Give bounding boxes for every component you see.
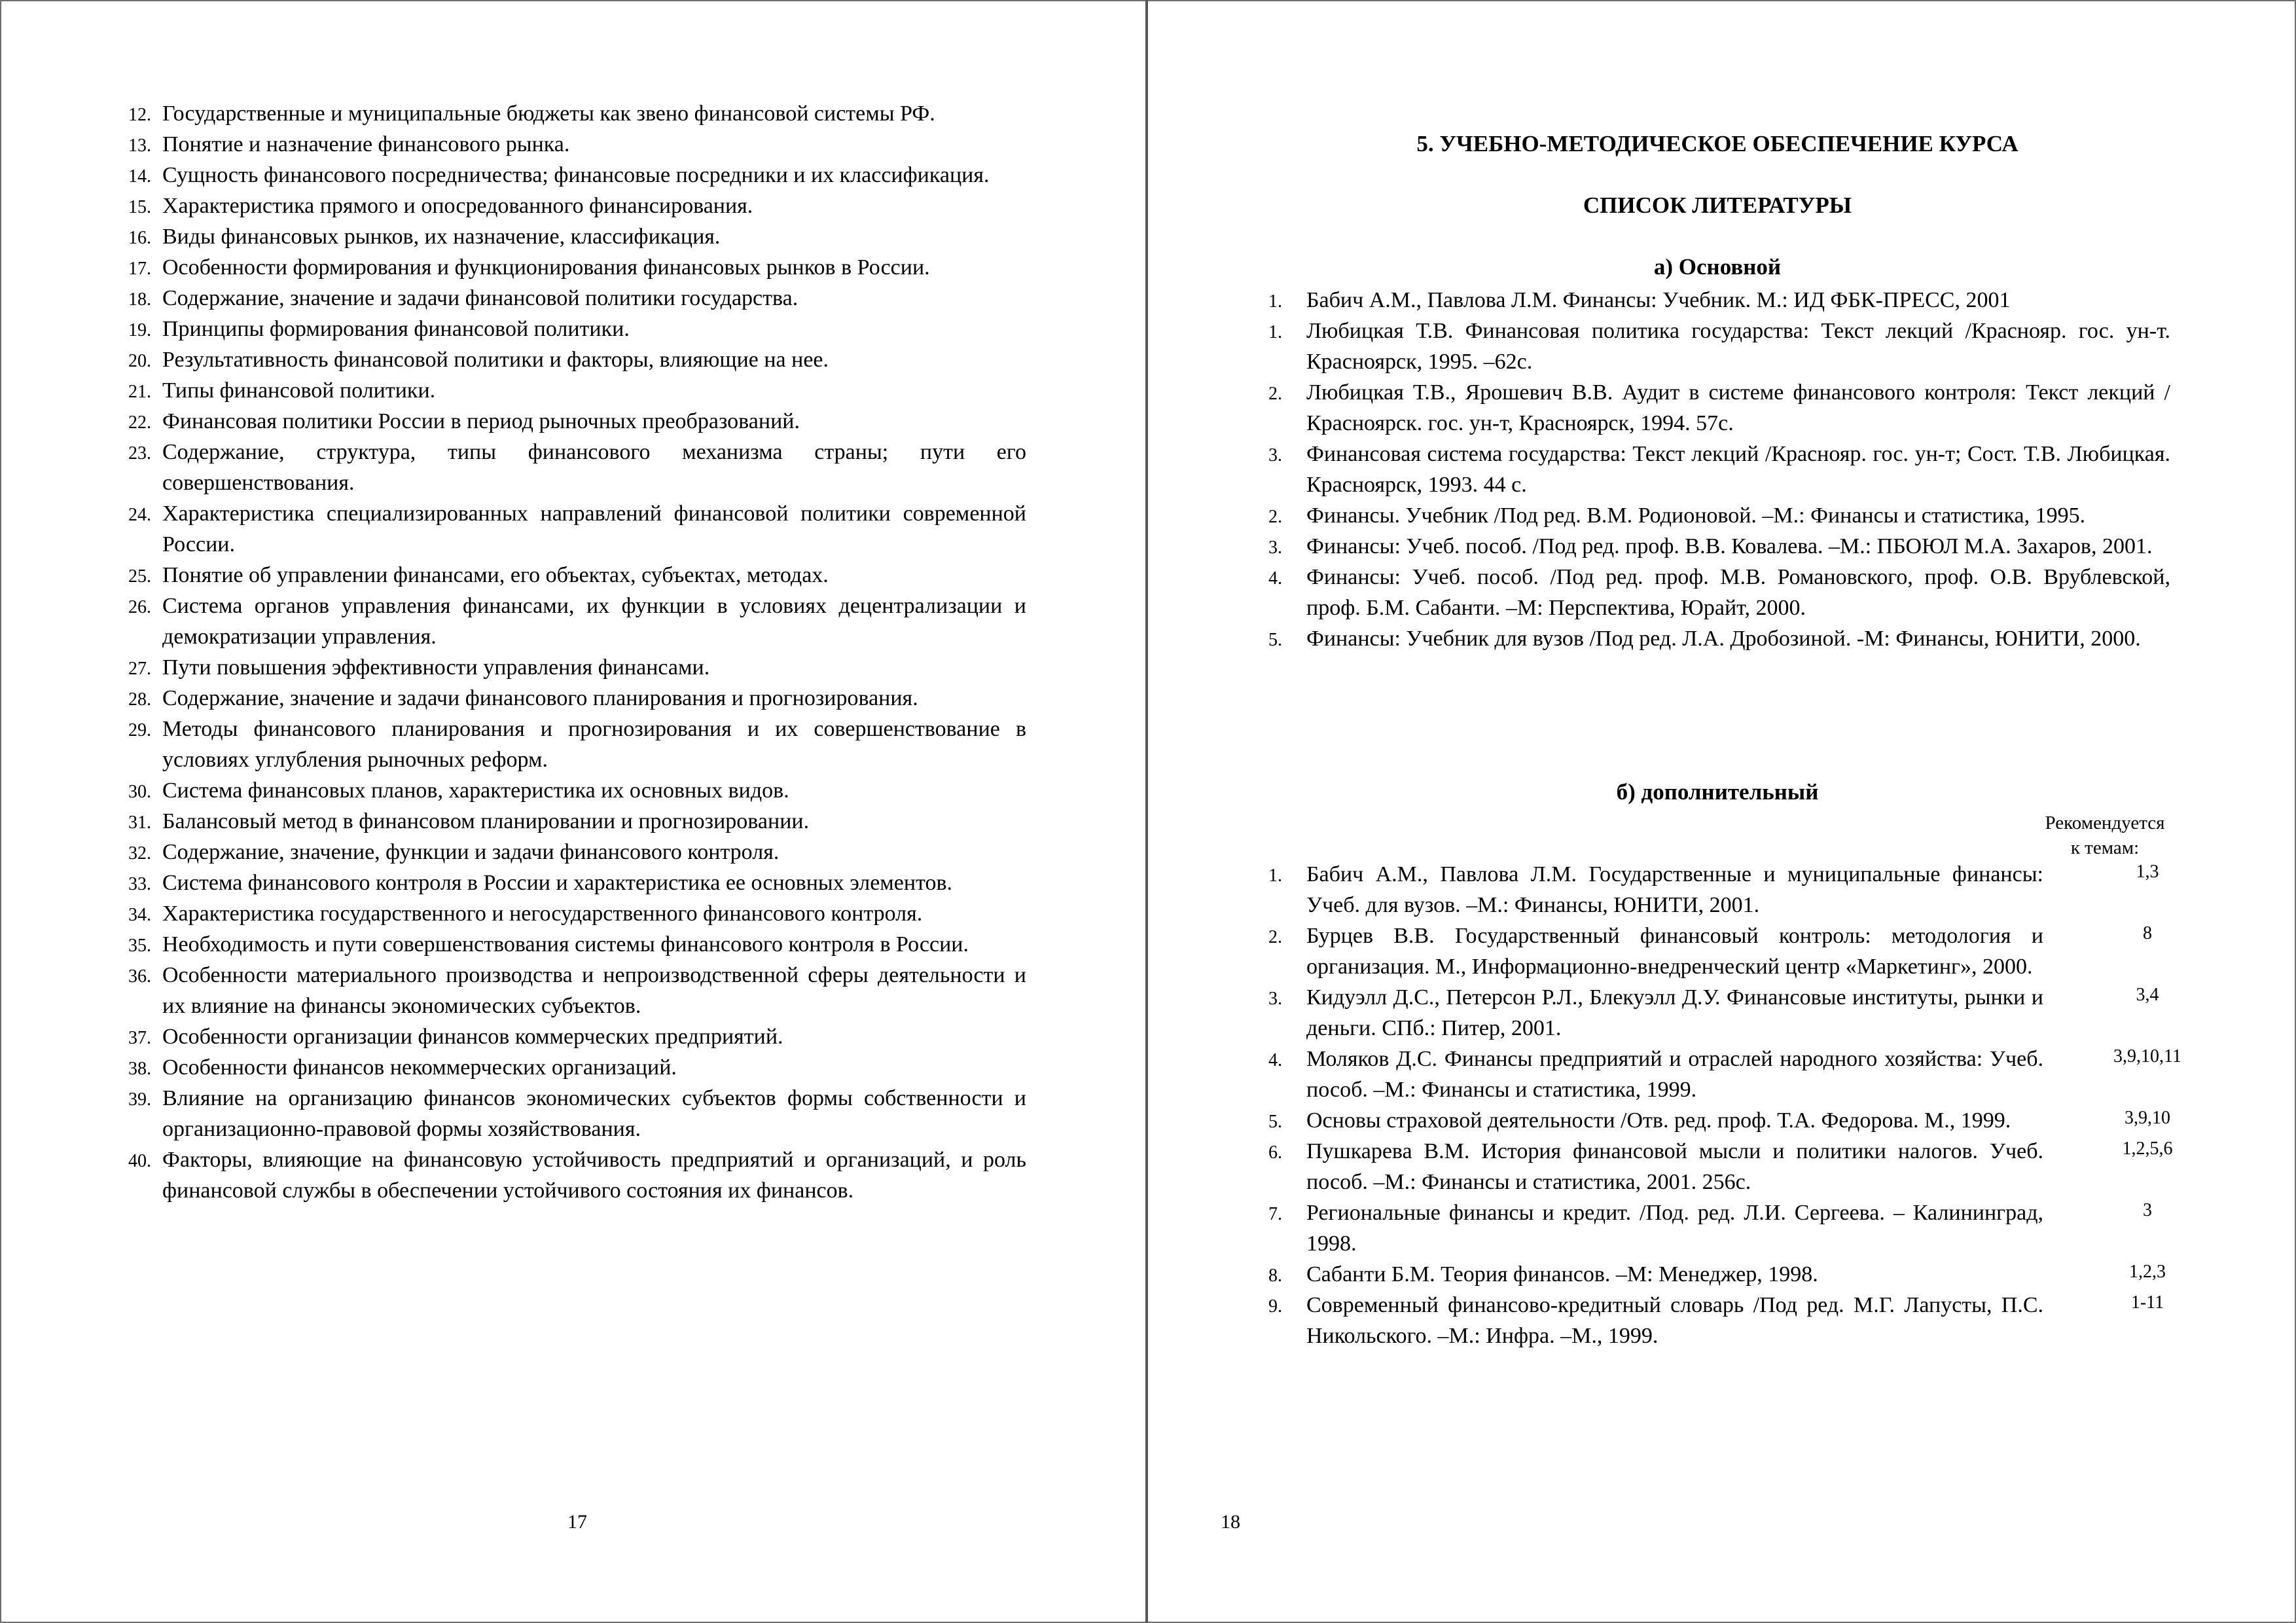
item-number: 2. — [1268, 507, 1282, 527]
item-number: 3. — [1268, 989, 1282, 1009]
list-item — [128, 652, 1026, 683]
list-item — [128, 683, 1026, 714]
recommended-topics: 3,9,10 — [2125, 1108, 2170, 1128]
item-number: 1. — [1268, 866, 1282, 886]
recommended-topics: 3,9,10,11 — [2113, 1046, 2181, 1067]
list-item — [128, 591, 1026, 652]
item-number: 1. — [1268, 291, 1282, 312]
item-text: Результативность финансовой политики и факторы, влияющие на нее. — [162, 348, 829, 372]
page-number-left: 17 — [567, 1511, 587, 1533]
list-item — [1265, 316, 2170, 377]
item-number: 31. — [128, 812, 151, 833]
list-item — [1265, 623, 2170, 654]
item-text: Финансы: Учеб. пособ. /Под ред. проф. В.В. Ковалева. –М.: ПБОЮЛ М.А. Захаров, 2001. — [1306, 534, 2153, 558]
additional-literature-heading: б) дополнительный — [1616, 779, 1819, 805]
list-item — [1265, 859, 2233, 921]
recommended-topics: 1-11 — [2130, 1292, 2164, 1313]
item-number: 28. — [128, 689, 151, 710]
list-item — [128, 929, 1026, 960]
list-item — [128, 1083, 1026, 1144]
list-item — [128, 1052, 1026, 1083]
item-text: Характеристика прямого и опосредованного финансирования. — [162, 194, 753, 218]
recommended-topics: 8 — [2143, 923, 2152, 943]
item-number: 24. — [128, 505, 151, 525]
item-text: Бабич А.М., Павлова Л.М. Финансы: Учебник. М.: ИД ФБК-ПРЕСС, 2001 — [1306, 288, 2011, 312]
item-text: Сущность финансового посредничества; финансовые посредники и их классификация. — [162, 163, 990, 187]
list-item — [128, 191, 1026, 221]
item-text: Любицкая Т.В. Финансовая политика государства: Текст лекций /Краснояр. гос. ун-т. Красноярск, 1995. –62с. — [1306, 319, 2170, 374]
list-item — [1265, 531, 2170, 562]
recommended-topics: 3,4 — [2136, 985, 2159, 1005]
list-item — [128, 437, 1026, 498]
item-number: 7. — [1268, 1204, 1282, 1224]
item-number: 40. — [128, 1151, 151, 1171]
item-number: 4. — [1268, 1050, 1282, 1070]
main-literature-heading: а) Основной — [1653, 254, 1782, 280]
list-item — [1265, 1044, 2233, 1105]
item-number: 12. — [128, 105, 151, 125]
item-number: 15. — [128, 197, 151, 217]
list-item — [128, 314, 1026, 344]
list-item — [128, 375, 1026, 406]
item-number: 3. — [1268, 445, 1282, 465]
literature-title: СПИСОК ЛИТЕРАТУРЫ — [1583, 192, 1852, 218]
item-text: Факторы, влияющие на финансовую устойчивость предприятий и организаций, и роль финансовой службы в обеспечении устойчивого состояния их финансов. — [162, 1148, 1026, 1203]
item-number: 34. — [128, 905, 151, 925]
item-text: Система финансового контроля в России и характеристика ее основных элементов. — [162, 871, 953, 895]
item-text: Система финансовых планов, характеристика их основных видов. — [162, 778, 789, 803]
item-text: Характеристика специализированных направлений финансовой политики современной России. — [162, 501, 1026, 556]
item-number: 23. — [128, 443, 151, 464]
item-text: Содержание, значение и задачи финансового планирования и прогнозирования. — [162, 686, 918, 710]
list-item — [1265, 1105, 2233, 1136]
item-text: Региональные финансы и кредит. /Под. ред. Л.И. Сергеева. – Калининград, 1998. — [1306, 1201, 2043, 1256]
item-text: Пути повышения эффективности управления финансами. — [162, 655, 710, 680]
item-text: Балансовый метод в финансовом планировании и прогнозировании. — [162, 809, 810, 833]
item-text: Особенности материального производства и непроизводственной сферы деятельности и их влияние на финансы экономических субъектов. — [162, 963, 1026, 1018]
list-item — [1265, 982, 2233, 1044]
list-item — [1265, 377, 2170, 439]
item-text: Финансы: Учеб. пособ. /Под ред. проф. М.В. Романовского, проф. О.В. Врублевской, проф. Б.М. Сабанти. –М: Перспектива, Юрайт, 2000. — [1306, 565, 2170, 620]
list-item — [128, 560, 1026, 591]
item-number: 4. — [1268, 568, 1282, 589]
item-text: Понятие об управлении финансами, его объектах, субъектах, методах. — [162, 563, 829, 587]
list-item — [128, 221, 1026, 252]
item-text: Особенности организации финансов коммерческих предприятий. — [162, 1025, 783, 1049]
list-item — [128, 806, 1026, 837]
item-number: 35. — [128, 936, 151, 956]
item-text: Финансовая политики России в период рыночных преобразований. — [162, 409, 800, 433]
recommended-topics: 1,2,3 — [2129, 1262, 2166, 1282]
item-text: Любицкая Т.В., Ярошевич В.В. Аудит в системе финансового контроля: Текст лекций /Красноярск. гос. ун-т, Красноярск, 1994. 57с. — [1306, 380, 2170, 435]
item-number: 3. — [1268, 538, 1282, 558]
item-number: 19. — [128, 320, 151, 340]
item-text: Кидуэлл Д.С., Петерсон Р.Л., Блекуэлл Д.У. Финансовые институты, рынки и деньги. СПб.: Питер, 2001. — [1306, 985, 2043, 1040]
item-number: 32. — [128, 843, 151, 864]
item-number: 29. — [128, 720, 151, 740]
list-item — [1265, 1290, 2233, 1351]
item-text: Пушкарева В.М. История финансовой мысли и политики налогов. Учеб. пособ. –М.: Финансы и статистика, 2001. 256с. — [1306, 1139, 2043, 1194]
item-number: 38. — [128, 1059, 151, 1079]
item-text: Современный финансово-кредитный словарь /Под ред. М.Г. Лапусты, П.С. Никольского. –М.: Инфра. –М., 1999. — [1306, 1293, 2043, 1348]
item-number: 22. — [128, 412, 151, 433]
item-text: Особенности формирования и функционирования финансовых рынков в России. — [162, 255, 930, 280]
item-text: Типы финансовой политики. — [162, 378, 436, 403]
list-item — [128, 498, 1026, 560]
list-item — [128, 960, 1026, 1021]
item-number: 36. — [128, 966, 151, 987]
item-number: 27. — [128, 659, 151, 679]
item-number: 37. — [128, 1028, 151, 1048]
list-item — [128, 898, 1026, 929]
item-number: 1. — [1268, 322, 1282, 342]
list-item — [128, 129, 1026, 160]
item-number: 9. — [1268, 1296, 1282, 1317]
list-item — [128, 1021, 1026, 1052]
item-number: 13. — [128, 136, 151, 156]
item-text: Содержание, значение и задачи финансовой политики государства. — [162, 286, 798, 310]
item-text: Необходимость и пути совершенствования системы финансового контроля в России. — [162, 932, 969, 957]
item-number: 14. — [128, 166, 151, 187]
item-number: 33. — [128, 874, 151, 894]
list-item — [1265, 921, 2233, 982]
item-text: Характеристика государственного и негосударственного финансового контроля. — [162, 902, 923, 926]
item-number: 5. — [1268, 1112, 1282, 1132]
item-number: 8. — [1268, 1266, 1282, 1286]
item-number: 17. — [128, 259, 151, 279]
item-text: Методы финансового планирования и прогнозирования и их совершенствование в условиях углубления рыночных реформ. — [162, 717, 1026, 772]
item-text: Бурцев В.В. Государственный финансовый контроль: методология и организация. М., Информационно-внедренческий центр «Маркетинг», 2000. — [1306, 924, 2043, 979]
item-text: Содержание, структура, типы финансового механизма страны; пути его совершенствования. — [162, 440, 1026, 495]
item-text: Особенности финансов некоммерческих организаций. — [162, 1055, 677, 1080]
item-text: Принципы формирования финансовой политики. — [162, 317, 630, 341]
item-text: Влияние на организацию финансов экономических субъектов формы собственности и организационно-правовой формы хозяйствования. — [162, 1086, 1026, 1141]
item-number: 25. — [128, 566, 151, 587]
item-text: Бабич А.М., Павлова Л.М. Государственные и муниципальные финансы: Учеб. для вузов. –М.: Финансы, ЮНИТИ, 2001. — [1306, 862, 2043, 917]
recommended-topics: 3 — [2143, 1200, 2152, 1220]
list-item — [128, 252, 1026, 283]
item-number: 2. — [1268, 384, 1282, 404]
item-text: Моляков Д.С. Финансы предприятий и отраслей народного хозяйства: Учеб. пособ. –М.: Финансы и статистика, 1999. — [1306, 1047, 2043, 1102]
list-item — [128, 160, 1026, 191]
questions-list — [128, 98, 1026, 1206]
item-text: Государственные и муниципальные бюджеты как звено финансовой системы РФ. — [162, 101, 935, 126]
list-item — [1265, 285, 2170, 316]
item-text: Сабанти Б.М. Теория финансов. –М: Менеджер, 1998. — [1306, 1262, 1818, 1286]
list-item — [128, 867, 1026, 898]
section-title: 5. УЧЕБНО-МЕТОДИЧЕСКОЕ ОБЕСПЕЧЕНИЕ КУРСА — [1416, 131, 2018, 156]
list-item — [1265, 500, 2170, 531]
list-item — [128, 714, 1026, 775]
page-number-right: 18 — [1221, 1511, 1240, 1533]
item-text: Основы страховой деятельности /Отв. ред. проф. Т.А. Федорова. М., 1999. — [1306, 1108, 2011, 1133]
additional-literature-list — [1265, 859, 2233, 1351]
recommended-header-line1: Рекомендуется — [2045, 812, 2165, 833]
item-text: Финансы. Учебник /Под ред. В.М. Родионовой. –М.: Финансы и статистика, 1995. — [1306, 503, 2086, 528]
list-item — [1265, 1136, 2233, 1197]
item-number: 26. — [128, 597, 151, 617]
list-item — [1265, 439, 2170, 500]
item-text: Финансовая система государства: Текст лекций /Краснояр. гос. ун-т; Сост. Т.В. Любицкая. Красноярск, 1993. 44 с. — [1306, 442, 2170, 497]
recommended-topics: 1,3 — [2136, 862, 2159, 882]
item-number: 30. — [128, 782, 151, 802]
item-text: Виды финансовых рынков, их назначение, классификация. — [162, 225, 721, 249]
list-item — [128, 406, 1026, 437]
list-item — [128, 283, 1026, 314]
list-item — [128, 837, 1026, 867]
item-number: 21. — [128, 382, 151, 402]
item-number: 2. — [1268, 927, 1282, 947]
item-text: Понятие и назначение финансового рынка. — [162, 132, 570, 156]
item-number: 18. — [128, 289, 151, 310]
list-item — [1265, 1259, 2233, 1290]
list-item — [1265, 1197, 2233, 1259]
item-number: 39. — [128, 1089, 151, 1110]
list-item — [128, 1144, 1026, 1206]
list-item — [128, 775, 1026, 806]
list-item — [128, 98, 1026, 129]
item-number: 16. — [128, 228, 151, 248]
item-number: 6. — [1268, 1142, 1282, 1163]
recommended-topics-header — [2019, 811, 2191, 860]
item-text: Содержание, значение, функции и задачи финансового контроля. — [162, 840, 780, 864]
recommended-topics: 1,2,5,6 — [2122, 1139, 2173, 1159]
item-number: 5. — [1268, 630, 1282, 650]
item-text: Финансы: Учебник для вузов /Под ред. Л.А. Дробозиной. -М: Финансы, ЮНИТИ, 2000. — [1306, 627, 2141, 651]
main-literature-list — [1265, 285, 2170, 654]
recommended-header-line2: к темам: — [2070, 837, 2140, 858]
item-text: Система органов управления финансами, их функции в условиях децентрализации и демократизации управления. — [162, 594, 1026, 649]
item-number: 20. — [128, 351, 151, 371]
list-item — [1265, 562, 2170, 623]
list-item — [128, 344, 1026, 375]
